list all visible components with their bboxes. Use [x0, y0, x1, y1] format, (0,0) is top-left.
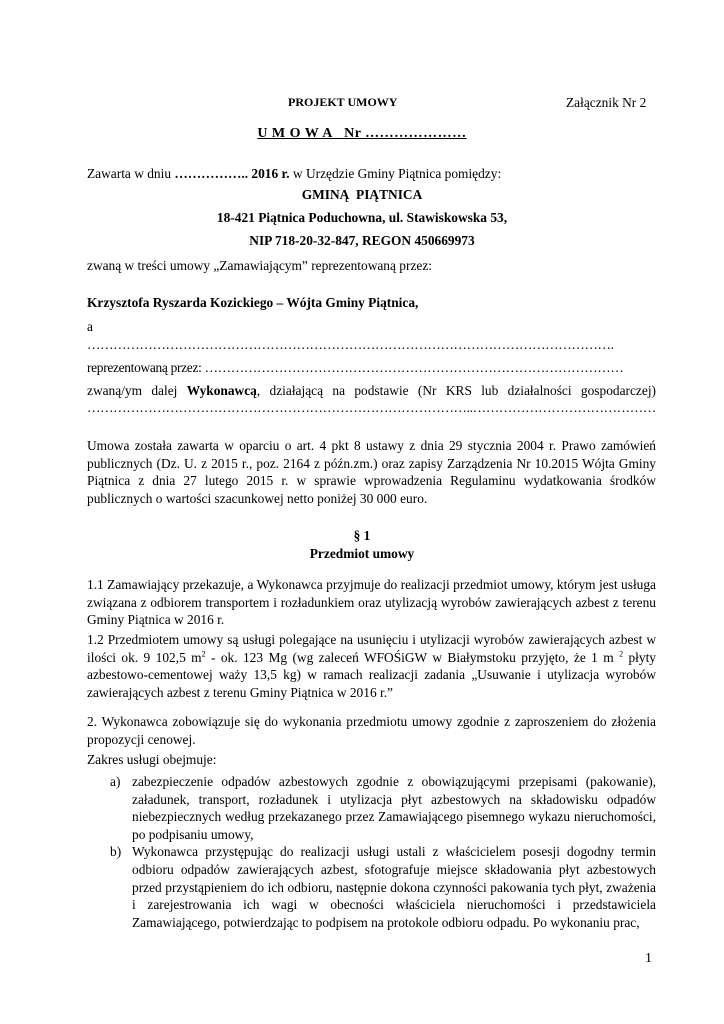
- list-item: a) zabezpieczenie odpadów azbestowych zgodnie z obowiązującymi przepisami (pakowanie), załadunek, transport, rozładunek i utylizacja płyt azbestowych na składowisku odpadów niebezpiecznych według przekazanego przez Zamawiającego pisemnego wykazu nieruchomości, po podpisaniu umowy,: [110, 774, 656, 842]
- contractor-label: Wykonawcą: [186, 383, 257, 398]
- section-number: § 1: [353, 528, 371, 543]
- party1-name: GMINĄ PIĄTNICA: [301, 187, 423, 202]
- party2-role-line: zwaną/ym dalej Wykonawcą, działającą na podstawie (Nr KRS lub działalności gospodarczej): [87, 383, 656, 398]
- paragraph-1-1: 1.1 Zamawiający przekazuje, a Wykonawca przyjmuje do realizacji przedmiot umowy, którym jest usługa związana z odbiorem transportem i rozładunkiem oraz utylizacją wyrobów zawierających azbest z terenu Gminy Piątnica w 2016 r.: [87, 577, 656, 628]
- project-title: PROJEKT UMOWY: [288, 95, 398, 109]
- contract-title: U M O W A Nr …………………: [257, 126, 467, 141]
- scope-label: Zakres usługi obejmuje:: [87, 752, 217, 767]
- list-item: b) Wykonawca przystępując do realizacji usługi ustali z właścicielem posesji dogodny termin odbioru odpadów zawierających azbest, sfotografuje miejsce składowania płyt azbestowych przed przystąpieniem do ich odbioru, następnie dokona czynności pakowania tych płyt, zważenia i zarejestrowania ich wagi w obecności właściciela nieruchomości i przedstawiciela Zamawiającego, potwierdzając to podpisem na protokole odbioru odpadu. Po wykonaniu prac,: [110, 844, 656, 930]
- legal-basis-paragraph: Umowa została zawarta w oparciu o art. 4 pkt 8 ustawy z dnia 29 stycznia 2004 r. Prawo zamówień publicznych (Dz. U. z 2015 r., poz. 2164 z późn.zm.) oraz zapisy Zarządzenia Nr 10.2015 Wójta Gminy Piątnica z dnia 27 lutego 2015 r. w sprawie wprowadzenia Regulaminu wydatkowania środków publicznych o wartości szacunkowej netto poniżej 30 000 euro.: [87, 438, 656, 506]
- scope-list: [110, 773, 656, 931]
- attachment-label: Załącznik Nr 2: [566, 95, 647, 110]
- page-number: 1: [645, 951, 652, 966]
- party2-conj: a: [87, 319, 93, 334]
- paragraph-1-2: 1.2 Przedmiotem umowy są usługi polegające na usunięciu i utylizacji wyrobów zawierających azbest w ilości ok. 9 102,5 $m^2$ - ok. 123 Mg (wg zaleceń WFOŚiGW w Białymstoku przyjęto, że 1 m $^2$ płyty azbestowo-cementowej waży 13,5 kg) w ramach realizacji zadania „Usuwanie i utylizacja wyrobów zawierających azbest z terenu Gminy Piątnica w 2016 r.”: [87, 632, 656, 700]
- intro-line: Zawarta w dniu …………….. 2016 r. w Urzędzie Gminy Piątnica pomiędzy:: [87, 166, 502, 181]
- paragraph-2: 2. Wykonawca zobowiązuje się do wykonania przedmiotu umowy zgodnie z zaproszeniem do złożenia propozycji cenowej.: [87, 714, 656, 747]
- section-title: Przedmiot umowy: [309, 546, 415, 561]
- party1-address: 18-421 Piątnica Poduchowna, ul. Stawiskowska 53,: [216, 210, 508, 225]
- party2-role-dots: ……………………………………………………………………………..……………………………………: [87, 400, 656, 415]
- party2-rep-line: reprezentowaną przez: ……………………………………………………………………………………: [87, 360, 624, 375]
- party1-representative: Krzysztofa Ryszarda Kozickiego – Wójta Gminy Piątnica,: [87, 295, 419, 310]
- date-placeholder: …………….. 2016 r.: [174, 166, 290, 181]
- party2-dots: ………………………………………………………………………………………………………….: [87, 337, 614, 352]
- party1-role: zwaną w treści umowy „Zamawiającym” reprezentowaną przez:: [87, 258, 432, 273]
- party1-ids: NIP 718-20-32-847, REGON 450669973: [249, 233, 475, 248]
